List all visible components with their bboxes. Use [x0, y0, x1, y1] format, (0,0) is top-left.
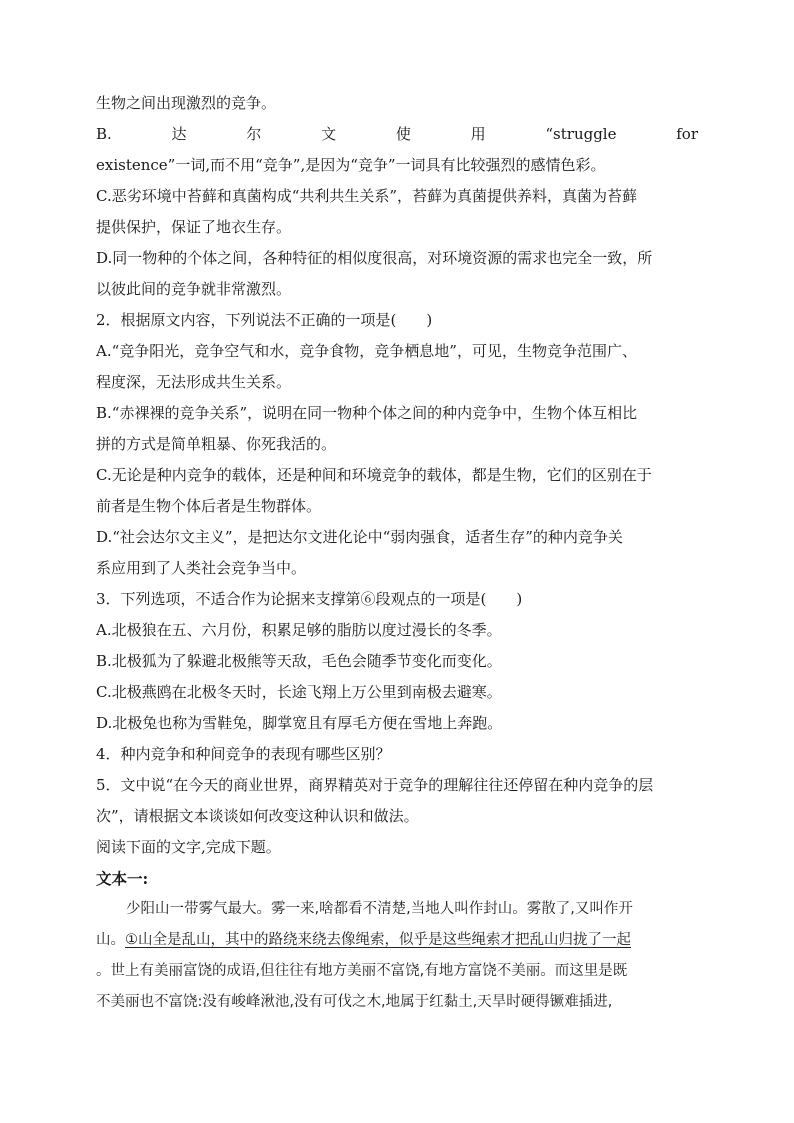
word: 文: [321, 125, 337, 143]
passage-line: 少阳山一带雾气最大。雾一来,啥都看不清楚,当地人叫作封山。雾散了,又叫作开: [126, 901, 633, 917]
word: 达: [171, 125, 187, 143]
option-c: C.北极燕鸥在北极冬天时，长途飞翔上万公里到南极去避寒。: [96, 683, 502, 701]
option-a: A.“竞争阳光，竞争空气和水，竞争食物，竞争栖息地”，可见，生物竞争范围广、: [96, 342, 637, 360]
word: 使: [395, 125, 411, 143]
underlined-sentence: ①山全是乱山，其中的路绕来绕去像绳索，似乎是这些绳索才把乱山归拢了一起: [125, 932, 631, 948]
option-d: D.“社会达尔文主义”，是把达尔文进化论中“弱肉强食，适者生存”的种内竞争关: [96, 528, 623, 546]
passage-line: 不美丽也不富饶:没有峻峰湫池,没有可伐之木,地属于红黏土,天旱时硬得镢难插进,: [96, 994, 613, 1010]
text-line: 前者是生物个体后者是生物群体。: [96, 497, 322, 515]
text-line: 提供保护，保证了地衣生存。: [96, 218, 292, 236]
question-4: 4．种内竞争和种间竞争的表现有哪些区别？: [96, 745, 391, 763]
text-line: 生物之间出现激烈的竞争。: [96, 94, 277, 112]
word: 尔: [246, 125, 262, 143]
text-line: 拼的方式是简单粗暴、你死我活的。: [96, 435, 337, 453]
text-line: 程度深，无法形成共生关系。: [96, 373, 292, 391]
option-a: A.北极狼在五、六月份，积累足够的脂肪以度过漫长的冬季。: [96, 621, 502, 639]
word: B.: [96, 125, 112, 143]
option-b: B.北极狐为了躲避北极熊等天敌，毛色会随季节变化而变化。: [96, 652, 502, 670]
passage-line: [96, 925, 698, 956]
word: “struggle: [545, 125, 617, 143]
text-line: existence”一词,而不用“竞争”,是因为“竞争”一词具有比较强烈的感情色彩。: [96, 156, 606, 174]
option-d: D.北极兔也称为雪鞋兔，脚掌宽且有厚毛方便在雪地上奔跑。: [96, 714, 503, 732]
word: for: [676, 125, 698, 143]
passage-line: 。世上有美丽富饶的成语,但往往有地方美丽不富饶,有地方富饶不美丽。而这里是既: [96, 963, 628, 979]
section-heading-text-1: 文本一:: [96, 869, 149, 888]
option-b: B.“赤裸裸的竞争关系”，说明在同一物种个体之间的种内竞争中，生物个体互相比: [96, 404, 638, 422]
passage-fragment: 山。: [96, 932, 125, 948]
option-b-spaced-line: [96, 119, 698, 150]
option-c: C.恶劣环境中苔藓和真菌构成“共利共生关系”，苔藓为真菌提供养料，真菌为苔藓: [96, 187, 638, 205]
option-c: C.无论是种内竞争的载体，还是种间和环境竞争的载体，都是生物，它们的区别在于: [96, 466, 652, 484]
question-2: 2．根据原文内容，下列说法不正确的一项是( ): [96, 311, 433, 329]
text-line: 次”，请根据文本谈谈如何改变这种认识和做法。: [96, 807, 419, 825]
text-line: 以彼此间的竞争就非常激烈。: [96, 280, 292, 298]
document-page: [96, 88, 698, 1018]
text-line: 系应用到了人类社会竞争当中。: [96, 559, 307, 577]
question-3: 3．下列选项，不适合作为论据来支撑第⑥段观点的一项是( ): [96, 590, 523, 608]
word: 用: [470, 125, 486, 143]
reading-instruction: 阅读下面的文字,完成下题。: [96, 838, 281, 856]
question-5: 5．文中说“在今天的商业世界，商界精英对于竞争的理解往往还停留在种内竞争的层: [96, 776, 654, 794]
option-d: D.同一物种的个体之间，各种特征的相似度很高，对环境资源的需求也完全一致，所: [96, 249, 653, 267]
